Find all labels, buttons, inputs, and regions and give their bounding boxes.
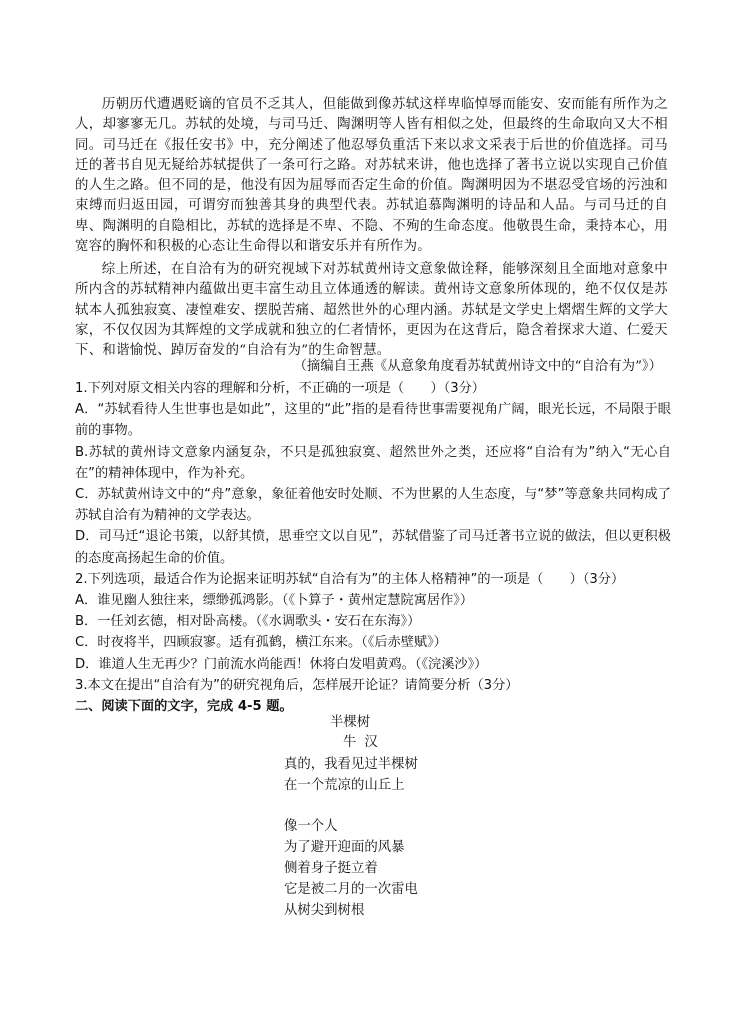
passage-paragraph-2: 综上所述，在自洽有为的研究视域下对苏轼黄州诗文意象做诠释，能够深刻且全面地对意象中所内含的苏轼精神内蕴做出更丰富生动且立体通透的解读。黄州诗文意象所体现的，绝不仅仅是苏轼本人孤独寂寞、凄惶难安、摆脱苦痛、超然世外的心理内涵。苏轼是文学史上熠熠生辉的文学大家，不仅仅因为其辉煌的文学成就和独立的仁者情怀，更因为在这背后，隐含着探求大道、仁爱天下、和谐愉悦、踔厉奋发的“自洽有为”的生命智慧。 xyxy=(75,262,668,359)
stanza-break xyxy=(284,797,418,818)
passage-source: （摘编自王燕《从意象角度看苏轼黄州诗文中的“自洽有为”》） xyxy=(293,359,662,374)
poem-line: 侧着身子挺立着 xyxy=(284,860,378,876)
question-1-option-a: A．“苏轼看待人生世事也是如此”，这里的“此”指的是看待世事需要视角广阔，眼光长远，不局限于眼前的事物。 xyxy=(75,402,671,439)
poem-line: 为了避开迎面的风暴 xyxy=(284,840,405,856)
question-2-stem: 2.下列选项，最适合作为论据来证明苏轼“自洽有为”的主体人格精神”的一项是（ ）（3分） xyxy=(75,571,625,587)
section-2-heading: 二、阅读下面的文字，完成 4-5 题。 xyxy=(75,699,293,715)
question-3-stem: 3.本文在提出“自洽有为”的研究视角后，怎样展开论证？请简要分析（3分） xyxy=(75,677,519,693)
question-list xyxy=(75,378,671,717)
question-2-option-b: B．一任刘玄德，相对卧高楼。（《水调歌头・安石在东海》） xyxy=(75,614,421,630)
poem-line: 它是被二月的一次雷电 xyxy=(284,881,418,897)
question-1-stem: 1.下列对原文相关内容的理解和分析，不正确的一项是（ ）（3分） xyxy=(75,381,485,396)
poem-body xyxy=(284,755,418,921)
poem-title: 半棵树 xyxy=(330,715,371,730)
passage-paragraph-1: 历朝历代遭遇贬谪的官员不乏其人，但能做到像苏轼这样卑临悼辱而能安、安而能有所作为之人，却寥寥无几。苏轼的处境，与司马迁、陶渊明等人皆有相似之处，但最终的生命取向又大不相同。司马迁在《报任安书》中，充分阐述了他忍辱负重活下来以求文采表于后世的价值选择。司马迁的著书自见无疑给苏轼提供了一条可行之路。对苏轼来讲，他也选择了著书立说以实现自己价值的人生之路。但不同的是，他没有因为屈辱而否定生命的价值。陶渊明因为不堪忍受官场的污浊和束缚而归返田园，可谓穷而独善其身的典型代表。苏轼追慕陶渊明的诗品和人品。与司马迁的自卑、陶渊明的自隐相比，苏轼的选择是不卑、不隐、不殉的生命态度。他敬畏生命，秉持本心，用宽容的胸怀和积极的心态让生命得以和谐安乐并有所作为。 xyxy=(75,97,668,255)
question-2-option-a: A．谁见幽人独往来，缥缈孤鸿影。（《卜算子・黄州定慧院寓居作》） xyxy=(75,593,474,609)
question-2-option-d: D．谁道人生无再少？门前流水尚能西！休将白发唱黄鸡。（《浣溪沙》） xyxy=(75,656,488,672)
question-2-option-c: C．时夜将半，四顾寂寥。适有孤鹤，横江东来。（《后赤壁赋》） xyxy=(75,635,447,651)
poem-line: 在一个荒凉的山丘上 xyxy=(284,777,405,793)
poem-line: 从树尖到树根 xyxy=(284,902,365,918)
question-1-option-c: C．苏轼黄州诗文中的“舟”意象，象征着他安时处顺、不为世累的人生态度，与“梦”等意象共同构成了苏轼自洽有为精神的文学表达。 xyxy=(75,487,671,524)
question-1-option-b: B.苏轼的黄州诗文意象内涵复杂，不只是孤独寂寞、超然世外之类，还应将“自洽有为”纳入“无心自在”的精神体现中，作为补充。 xyxy=(75,444,671,481)
poem-line: 真的，我看见过半棵树 xyxy=(284,757,418,772)
question-1-option-d: D．司马迁“退论书策，以舒其愤，思垂空文以自见”，苏轼借鉴了司马迁著书立说的做法，但以更积极的态度高扬起生命的价值。 xyxy=(75,529,671,566)
poem-author: 牛汉 xyxy=(343,735,386,750)
poem-line: 像一个人 xyxy=(284,819,338,835)
